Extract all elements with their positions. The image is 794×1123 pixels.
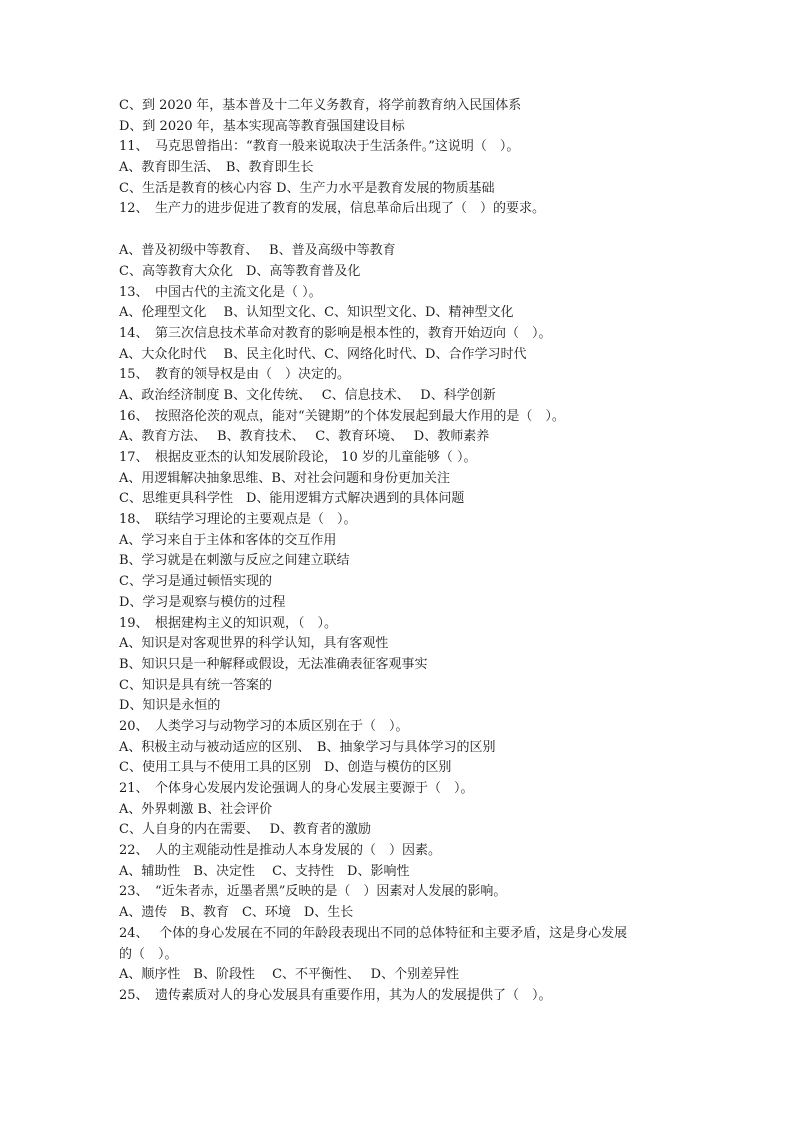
question-line: 20、 人类学习与动物学习的本质区别在于（ ）。 [119,718,409,734]
option-line: A、普及初级中等教育、 B、普及高级中等教育 [119,243,396,259]
option-line: A、学习来自于主体和客体的交互作用 [119,532,337,548]
option-line: A、大众化时代 B、民主化时代、C、网络化时代、D、合作学习时代 [119,346,527,362]
question-line: 15、 教育的领导权是由（ ）决定的。 [119,367,351,383]
question-line: 24、 个体的身心发展在不同的年龄段表现出不同的总体特征和主要矛盾，这是身心发展 [119,925,628,941]
question-line: 14、 第三次信息技术革命对教育的影响是根本性的，教育开始迈向（ ）。 [119,325,552,341]
question-line: 17、 根据皮亚杰的认知发展阶段论， 10 岁的儿童能够（ ）。 [119,450,477,465]
blank-line [119,220,689,241]
question-line: 11、 马克思曾指出：“教育一般来说取决于生活条件。”这说明（ ）。 [119,139,520,155]
question-line: 21、 个体身心发展内发论强调人的身心发展主要源于（ ）。 [119,781,474,796]
question-line: 12、 生产力的进步促进了教育的发展，信息革命后出现了（ ）的要求。 [119,201,546,217]
option-line: A、教育方法、 B、教育技术、 C、教育环境、 D、教师素养 [119,429,490,445]
option-line: C、思维更具科学性 D、能用逻辑方式解决遇到的具体问题 [119,491,465,507]
option-line: A、外界刺激 B、社会评价 [119,801,273,817]
question-line: 13、 中国古代的主流文化是（ ）。 [119,284,322,300]
question-line: 18、 联结学习理论的主要观点是（ ）。 [119,512,357,528]
option-line: A、积极主动与被动适应的区别、 B、抽象学习与具体学习的区别 [119,739,496,755]
option-line: A、顺序性 B、阶段性 C、不平衡性、 D、个别差异性 [119,967,460,983]
option-line: A、教育即生活、 B、教育即生长 [119,160,314,176]
option-line: C、生活是教育的核心内容 D、生产力水平是教育发展的物质基础 [119,180,495,196]
option-line: C、人自身的内在需要、 D、教育者的激励 [119,822,372,838]
option-line: A、辅助性 B、决定性 C、支持性 D、影响性 [119,863,410,879]
question-line-continued: 的（ ）。 [119,946,178,962]
option-line: B、知识只是一种解释或假设，无法准确表征客观事实 [119,656,428,672]
option-line: A、用逻辑解决抽象思维、B、对社会问题和身份更加关注 [119,470,450,486]
question-line: 25、 遗传素质对人的身心发展具有重要作用，其为人的发展提供了（ ）。 [119,987,552,1003]
option-line: C、高等教育大众化 D、高等教育普及化 [119,263,361,279]
option-line: D、到 2020 年，基本实现高等教育强国建设目标 [119,118,405,134]
question-line: 19、 根据建构主义的知识观，（ ）。 [119,615,338,631]
option-line: C、学习是通过顿悟实现的 [119,574,272,590]
question-line: 16、 按照洛伦茨的观点，能对“关键期”的个体发展起到最大作用的是（ ）。 [119,408,565,424]
question-line: 23、 “近朱者赤，近墨者黑”反映的是（ ）因素对人发展的影响。 [119,884,507,900]
question-line: 22、 人的主观能动性是推动人本身发展的（ ）因素。 [119,843,442,859]
option-line: A、政治经济制度 B、文化传统、 C、信息技术、 D、科学创新 [119,387,496,403]
option-line: C、到 2020 年，基本普及十二年义务教育，将学前教育纳入民国体系 [119,98,522,113]
option-line: A、伦理型文化 B、认知型文化、C、知识型文化、D、精神型文化 [119,305,514,321]
document-body [119,96,689,1007]
option-line: A、遗传 B、教育 C、环境 D、生长 [119,905,354,921]
option-line: D、知识是永恒的 [119,698,221,714]
option-line: B、学习就是在刺激与反应之间建立联结 [119,553,350,569]
option-line: C、知识是具有统一答案的 [119,677,272,693]
option-line: D、学习是观察与模仿的过程 [119,594,286,610]
option-line: C、使用工具与不使用工具的区别 D、创造与模仿的区别 [119,760,452,776]
option-line: A、知识是对客观世界的科学认知，具有客观性 [119,636,389,652]
